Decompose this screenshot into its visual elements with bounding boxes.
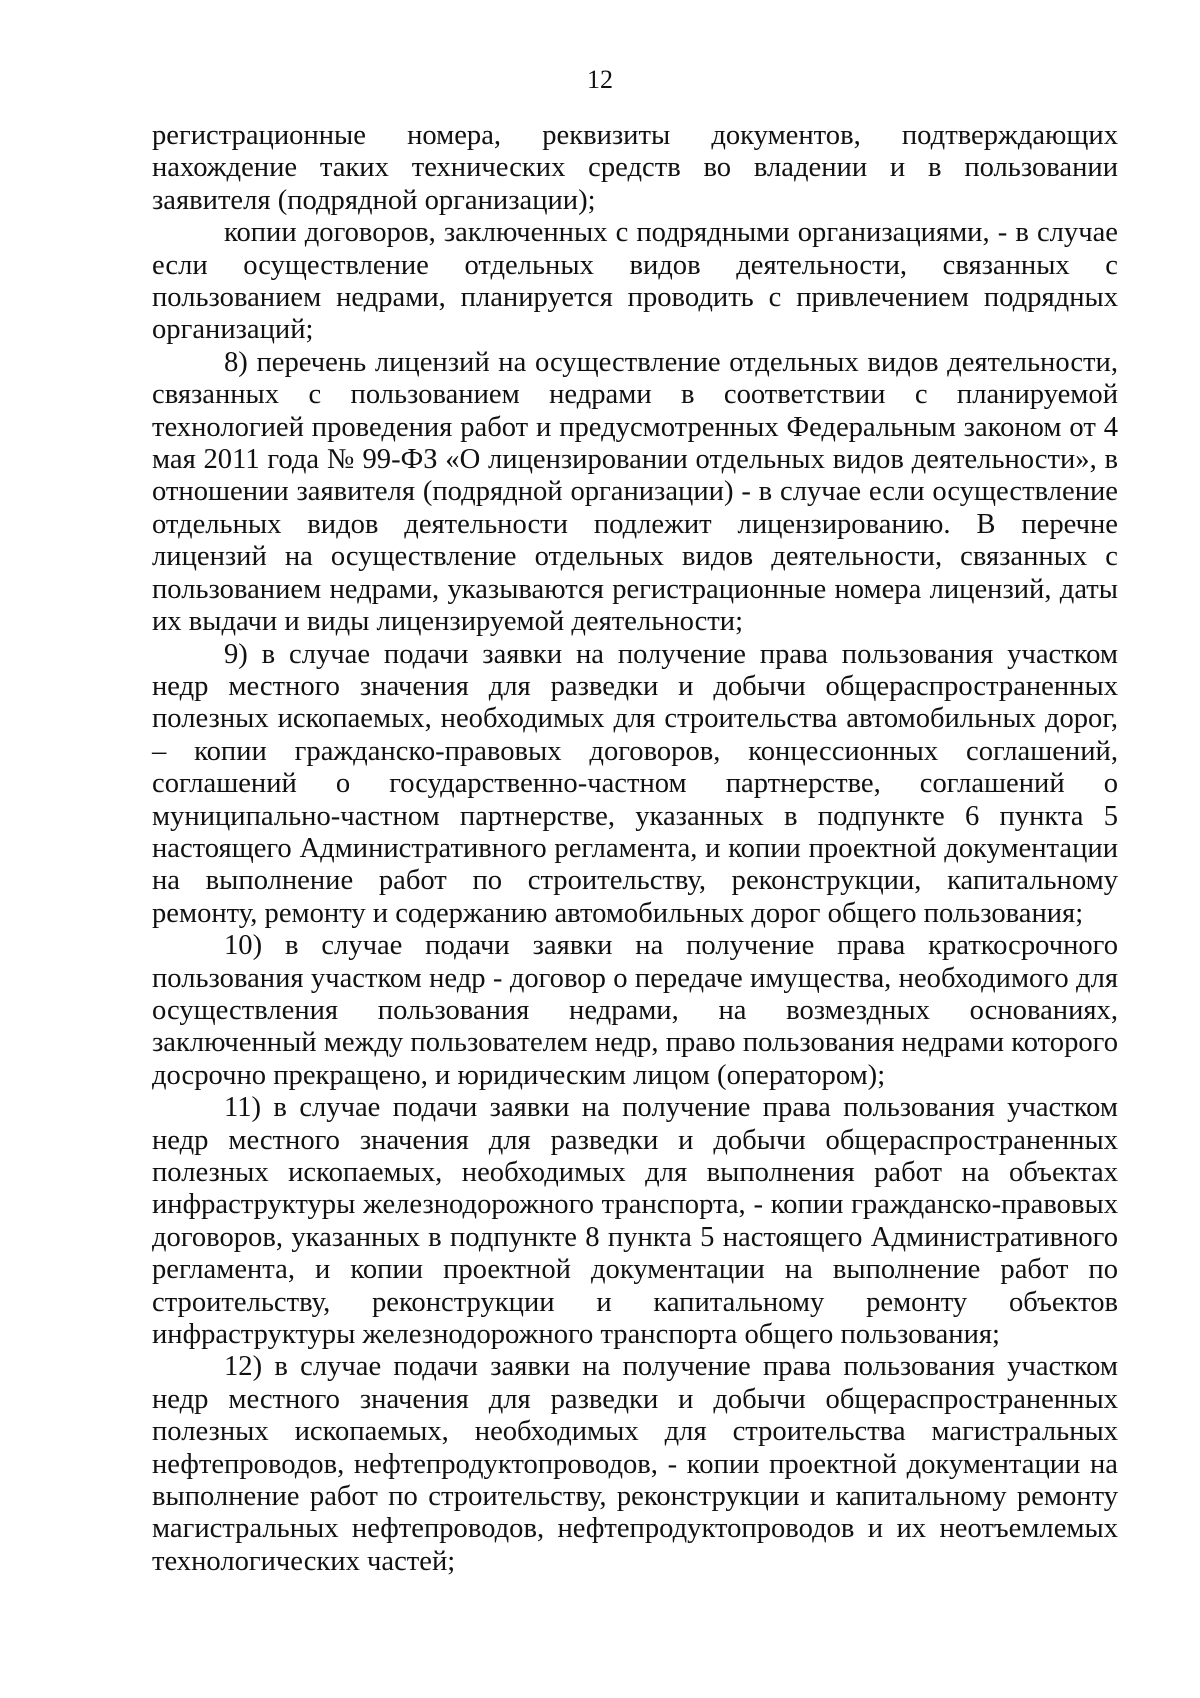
document-body xyxy=(152,120,1118,1578)
page-number: 12 xyxy=(587,65,613,94)
paragraph-item-10: 10) в случае подачи заявки на получение права краткосрочного пользования участком недр - договор о передаче имущества, необходимого для осуществления пользования недрами, на возмездных основаниях, заключенный между пользователем недр, право пользования недрами которого досрочно прекращено, и юридическим лицом (оператором); xyxy=(152,930,1118,1091)
paragraph-contractor-contracts: копии договоров, заключенных с подрядными организациями, - в случае если осуществление отдельных видов деятельности, связанных с пользованием недрами, планируется проводить с привлечением подрядных организаций; xyxy=(152,217,1118,346)
paragraph-item-8: 8) перечень лицензий на осуществление отдельных видов деятельности, связанных с пользованием недрами в соответствии с планируемой технологией проведения работ и предусмотренных Федеральным законом от 4 мая 2011 года № 99-ФЗ «О лицензировании отдельных видов деятельности», в отношении заявителя (подрядной организации) - в случае если осуществление отдельных видов деятельности подлежит лицензированию. В перечне лицензий на осуществление отдельных видов деятельности, связанных с пользованием недрами, указываются регистрационные номера лицензий, даты их выдачи и виды лицензируемой деятельности; xyxy=(152,346,1118,638)
paragraph-continuation: регистрационные номера, реквизиты документов, подтверждающих нахождение таких технических средств во владении и в пользовании заявителя (подрядной организации); xyxy=(152,120,1118,216)
paragraph-item-12: 12) в случае подачи заявки на получение права пользования участком недр местного значения для разведки и добычи общераспространенных полезных ископаемых, необходимых для строительства магистральных нефтепроводов, нефтепродуктопроводов, - копии проектной документации на выполнение работ по строительству, реконструкции и капитальному ремонту магистральных нефтепроводов, нефтепродуктопроводов и их неотъемлемых технологических частей; xyxy=(152,1351,1118,1577)
paragraph-item-11: 11) в случае подачи заявки на получение права пользования участком недр местного значения для разведки и добычи общераспространенных полезных ископаемых, необходимых для выполнения работ на объектах инфраструктуры железнодорожного транспорта, - копии гражданско-правовых договоров, указанных в подпункте 8 пункта 5 настоящего Административного регламента, и копии проектной документации на выполнение работ по строительству, реконструкции и капитальному ремонту объектов инфраструктуры железнодорожного транспорта общего пользования; xyxy=(152,1092,1118,1351)
paragraph-item-9: 9) в случае подачи заявки на получение права пользования участком недр местного значения для разведки и добычи общераспространенных полезных ископаемых, необходимых для строительства автомобильных дорог, – копии гражданско-правовых договоров, концессионных соглашений, соглашений о государственно-частном партнерстве, соглашений о муниципально-частном партнерстве, указанных в подпункте 6 пункта 5 настоящего Административного регламента, и копии проектной документации на выполнение работ по строительству, реконструкции, капитальному ремонту, ремонту и содержанию автомобильных дорог общего пользования; xyxy=(152,638,1118,929)
